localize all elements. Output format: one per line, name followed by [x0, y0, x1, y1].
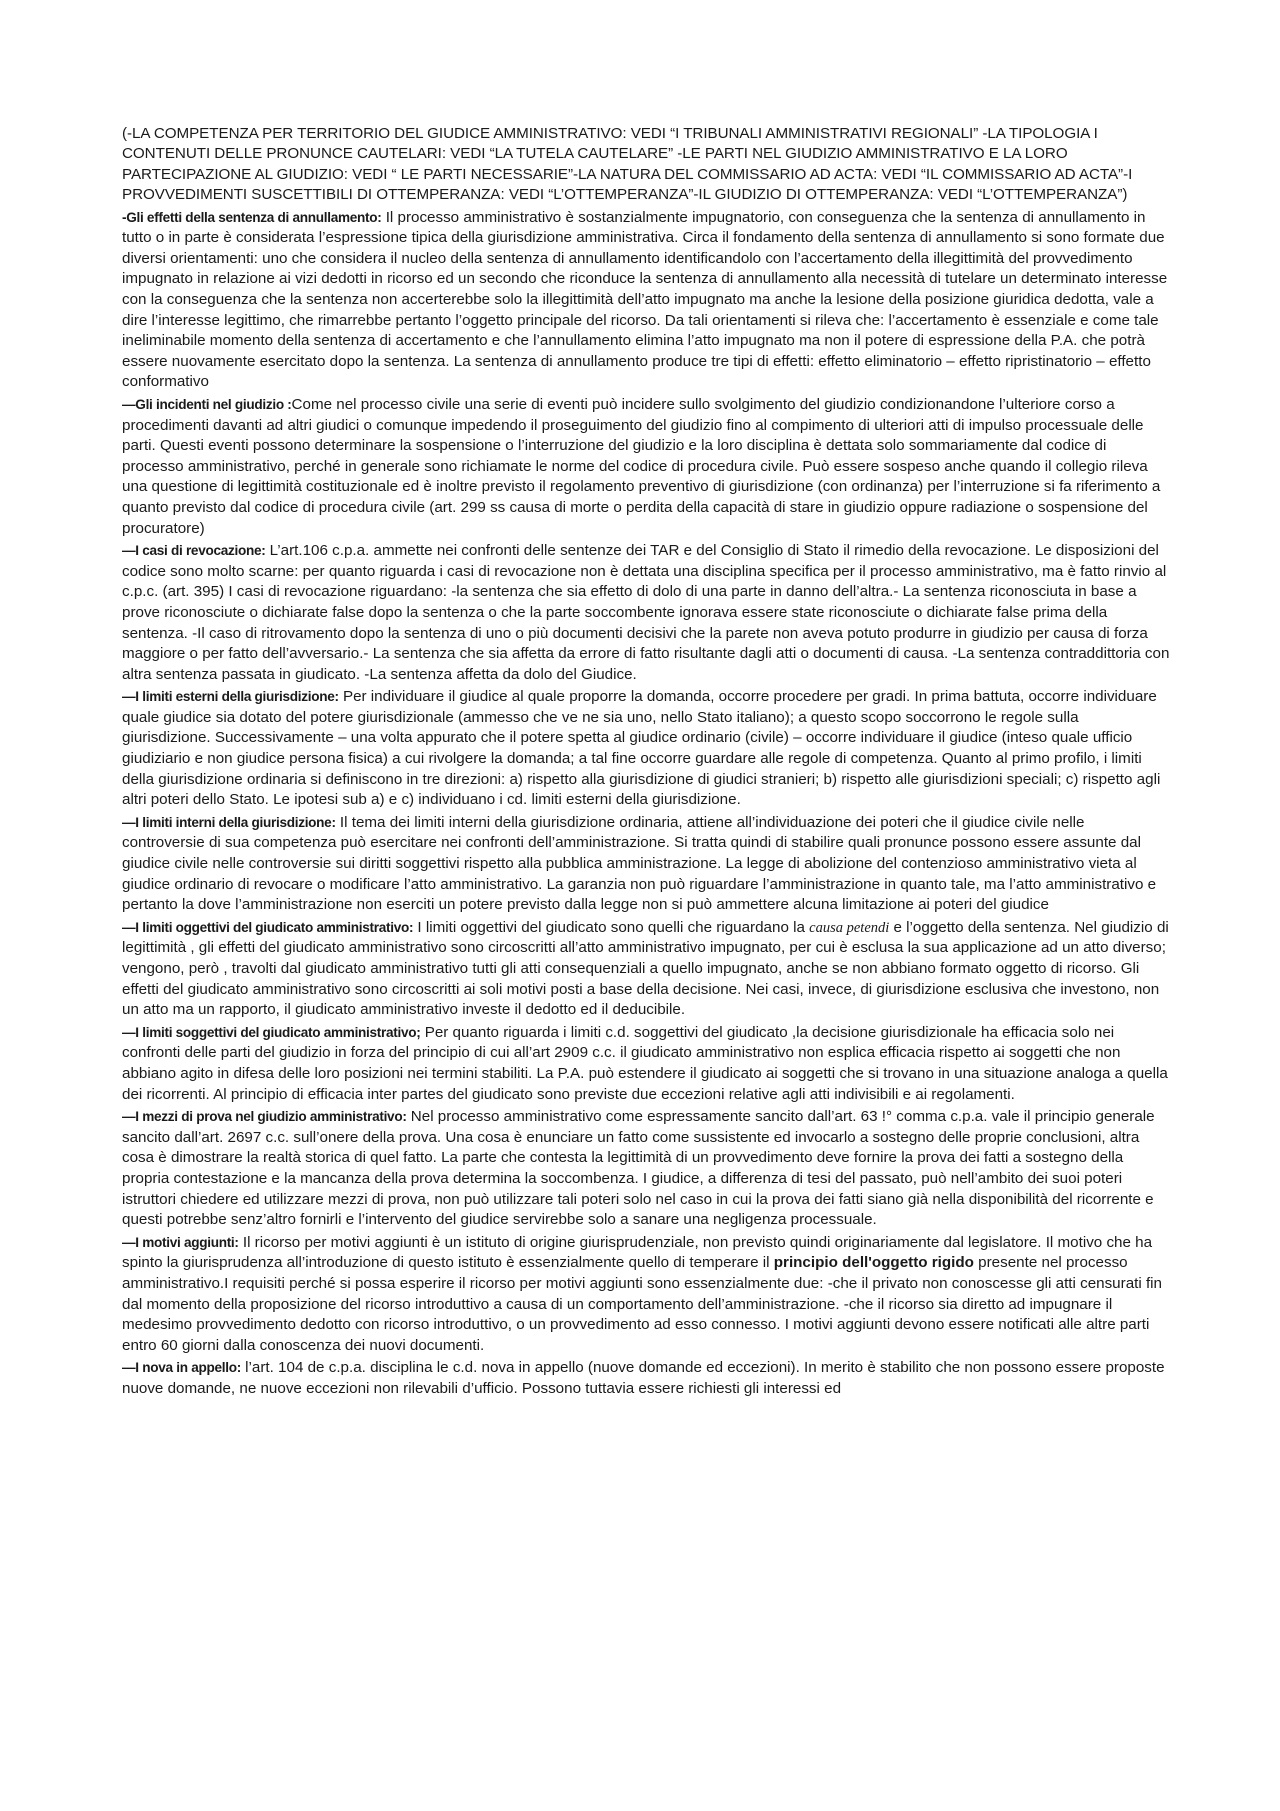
- section-heading: -Gli effetti della sentenza di annullamento:: [122, 209, 382, 225]
- section-heading: —I limiti esterni della giurisdizione:: [122, 689, 339, 705]
- section-revocazione: [122, 541, 1170, 685]
- section-heading: —I limiti soggettivi del giudicato amministrativo;: [122, 1024, 421, 1040]
- section-text: presente nel processo amministrativo.I requisiti perché si possa esperire il ricorso per motivi aggiunti sono essenzialmente due: -che il privato non conoscesse gli atti censurati fin dal momento della proposizione del ricorso introduttivo a causa di un comportamento dell’amministrazione. -che il ricorso sia diretto ad impugnare il medesimo provvedimento dedotto con ricorso introduttivo, o un provvedimento ad esso connesso. I motivi aggiunti devono essere notificati alle altre parti entro 60 giorni dalla conoscenza dei nuovi documenti.: [122, 1254, 1162, 1354]
- section-incidenti: [122, 395, 1170, 539]
- section-heading: —I casi di revocazione:: [122, 543, 266, 559]
- section-text-lead: Il ricorso per motivi aggiunti è un istituto di origine giurisprudenziale, non previsto quindi originariamente dal legislatore. Il motivo che ha spinto la giurisprudenza all’introduzione di questo istituto è essenzialmente quello di temperare il: [122, 1233, 1153, 1272]
- section-nova-appello: [122, 1358, 1170, 1399]
- section-limiti-interni: [122, 813, 1170, 916]
- section-limiti-soggettivi: [122, 1023, 1170, 1105]
- section-heading: —Gli incidenti nel giudizio :: [122, 396, 292, 412]
- section-text: Il tema dei limiti interni della giurisdizione ordinaria, attiene all’individuazione dei poteri che il giudice civile nelle controversie di sua competenza può esercitare nei confronti dell’amministrazione. Si tratta quindi di stabilire quali pronunce possono essere assunte dal giudice civile nelle controversie sui diritti soggettivi rispetto alla pubblica amministrazione. La legge di abolizione del contenzioso amministrativo vieta al giudice ordinario di revocare o modificare l’atto amministrativo. La garanzia non può riguardare l’amministrazione in quanto tale, ma l’atto amministrativo e pertanto la dove l’amministrazione non eserciti un potere previsto dalla legge non si può ammettere alcuna limitazione ai poteri del giudice: [122, 813, 1157, 914]
- section-heading: —I limiti oggettivi del giudicato amministrativo:: [122, 919, 414, 935]
- section-text: Per individuare il giudice al quale proporre la domanda, occorre procedere per gradi. In prima battuta, occorre individuare quale giudice sia dotato del potere giurisdizionale (ammesso che ve ne sia uno, nello Stato italiano); a questo scopo soccorrono le regole sulla giurisdizione. Successivamente – una volta appurato che il potere spetta al giudice ordinario (civile) – occorre individuare il giudice (inteso quale ufficio giudiziario e non giudice persona fisica) a cui rivolgere la domanda; a tal fine occorre guardare alle regole di competenza. Quanto al primo profilo, i limiti della giurisdizione ordinaria si definiscono in tre direzioni: a) rispetto alla giurisdizione di giudici stranieri; b) rispetto alle giurisdizioni speciali; c) rispetto agli altri poteri dello Stato. Le ipotesi sub a) e c) individuano i cd. limiti esterni della giurisdizione.: [122, 688, 1161, 809]
- section-bold-term: principio dell'oggetto rigido: [773, 1254, 974, 1272]
- section-text: L’art.106 c.p.a. ammette nei confronti delle sentenze dei TAR e del Consiglio di Stato il rimedio della revocazione. Le disposizioni del codice sono molto scarne: per quanto riguarda i casi di revocazione non è dettata una disciplina specifica per il processo amministrativo, ma è fatto rinvio al c.p.c. (art. 395) I casi di revocazione riguardano: -la sentenza che sia effetto di dolo di una parte in danno dell’altra.- La sentenza riconosciuta in base a prove riconosciute o dichiarate false dopo la sentenza o che la parte soccombente ignorava essere state riconosciute o dichiarate false prima della sentenza. -Il caso di ritrovamento dopo la sentenza di uno o più documenti decisivi che la parete non aveva potuto produrre in giudizio per causa di forza maggiore o per fatto dell’avversario.- La sentenza che sia affetta da errore di fatto risultante dagli atti o documenti di causa. -La sentenza contraddittoria con altra sentenza passata in giudicato. -La sentenza affetta da dolo del Giudice.: [122, 542, 1170, 683]
- section-text: Per quanto riguarda i limiti c.d. soggettivi del giudicato ,la decisione giurisdizionale ha efficacia solo nei confronti delle parti del giudizio in forza del principio di cui all’art 2909 c.c. il giudicato amministrativo non esplica efficacia rispetto ai soggetti che non abbiano agito in difesa delle loro posizioni nei termini stabiliti. La P.A. può estendere il giudicato ai soggetti che si trovano in una situazione analoga a quella dei ricorrenti. Al principio di efficacia inter partes del giudicato sono previste due eccezioni relative agli atti indivisibili e ai regolamenti.: [122, 1023, 1168, 1103]
- section-text-lead: I limiti oggettivi del giudicato sono quelli che riguardano la: [413, 918, 810, 936]
- section-text: Nel processo amministrativo come espressamente sancito dall’art. 63 !° comma c.p.a. vale il principio generale sancito dall’art. 2697 c.c. sull’onere della prova. Una cosa è enunciare un fatto come sussistente ed invocarlo a sostegno delle proprie conclusioni, altra cosa è dimostrare la realtà storica di quel fatto. La parte che contesta la legittimità di un provvedimento deve fornire la prova dei fatti a sostegno della propria contestazione e la mancanza della prova determina la soccombenza. I giudice, a differenza di tesi del passato, può nell’ambito dei suoi poteri istruttori chiedere ed utilizzare mezzi di prova, non può utilizzare tali poteri solo nel caso in cui la prova dei fatti siano già nella disponibilità del ricorrente e questi potrebbe senz’altro fornirli e l’intervento del giudice servirebbe solo a sanare una negligenza processuale.: [122, 1108, 1155, 1229]
- section-text: Come nel processo civile una serie di eventi può incidere sullo svolgimento del giudizio condizionandone l’ulteriore corso a procedimenti davanti ad altri giudici o comunque impedendo il proseguimento del giudizio fino al compimento di ulteriori atti di impulso processuale delle parti. Questi eventi possono determinare la sospensione o l’interruzione del giudizio e la loro disciplina è dettata solo sommariamente dal codice di processo amministrativo, perché in generale sono richiamate le norme del codice di procedura civile. Può essere sospeso anche quando il collegio rileva una questione di legittimità costituzionale ed è inoltre previsto il regolamento preventivo di giurisdizione (con ordinanza) per l’interruzione si fa riferimento a quanto previsto dal codice di procedura civile (art. 299 ss causa di morte o perdita della capacità di stare in giudizio oppure radiazione o sospensione del procuratore): [122, 395, 1161, 537]
- section-motivi-aggiunti: [122, 1233, 1170, 1357]
- section-limiti-esterni: [122, 687, 1170, 811]
- section-heading: —I nova in appello:: [122, 1360, 241, 1376]
- section-text: l’art. 104 de c.p.a. disciplina le c.d. nova in appello (nuove domande ed eccezioni). In merito è stabilito che non possono essere proposte nuove domande, ne nuove eccezioni non rilevabili d’ufficio. Possono tuttavia essere richiesti gli interessi ed: [122, 1359, 1165, 1397]
- section-heading: —I limiti interni della giurisdizione:: [122, 814, 336, 830]
- intro-paragraph: (-LA COMPETENZA PER TERRITORIO DEL GIUDICE AMMINISTRATIVO: VEDI “I TRIBUNALI AMMINISTRATIVI REGIONALI” -LA TIPOLOGIA I CONTENUTI DELLE PRONUNCE CAUTELARI: VEDI “LA TUTELA CAUTELARE” -LE PARTI NEL GIUDIZIO AMMINISTRATIVO E LA LORO PARTECIPAZIONE AL GIUDIZIO: VEDI “ LE PARTI NECESSARIE”-LA NATURA DEL COMMISSARIO AD ACTA: VEDI “IL COMMISSARIO AD ACTA”-I PROVVEDIMENTI SUSCETTIBILI DI OTTEMPERANZA: VEDI “L’OTTEMPERANZA”-IL GIUDIZIO DI OTTEMPERANZA: VEDI “L’OTTEMPERANZA”): [122, 125, 1133, 204]
- section-effetti-sentenza: [122, 208, 1170, 393]
- section-heading: —I motivi aggiunti:: [122, 1234, 239, 1250]
- section-text: e l’oggetto della sentenza. Nel giudizio di legittimità , gli effetti del giudicato amministrativo sono circoscritti all’atto amministrativo impugnato, per cui è esclusa la sua applicazione ad un atto diverso; vengono, però , travolti dal giudicato amministrativo tutti gli atti consequenziali a quello impugnato, anche se non abbiano formato oggetto di ricorso. Gli effetti del giudicato amministrativo sono circoscritti ai soli motivi posti a base della decisione. Nei casi, invece, di giurisdizione esclusiva che investono, non un atto ma un rapporto, il giudicato amministrativo investe il dedotto ed il deducibile.: [122, 918, 1169, 1019]
- section-text: Il processo amministrativo è sostanzialmente impugnatorio, con conseguenza che la sentenza di annullamento in tutto o in parte è considerata l’espressione tipica della giurisdizione amministrativa. Circa il fondamento della sentenza di annullamento si sono formate due diversi orientamenti: uno che considera il nucleo della sentenza di annullamento identificandolo con l’accertamento della illegittimità del provvedimento impugnato in relazione ai vizi dedotti in ricorso ed un secondo che riconduce la sentenza di annullamento alla necessità di tutelare un determinato interesse con la conseguenza che la sentenza non accerterebbe solo la illegittimità dell’atto impugnato ma anche la lesione della posizione giuridica dedotta, vale a dire l’interesse legittimo, che rimarrebbe pertanto l’oggetto principale del ricorso. Da tali orientamenti si rileva che: l’accertamento è essenziale e come tale ineliminabile momento della sentenza di accertamento e che l’annullamento elimina l’atto impugnato ma non il potere di espressione della P.A. che potrà essere nuovamente esercitato dopo la sentenza. La sentenza di annullamento produce tre tipi di effetti: effetto eliminatorio – effetto ripristinatorio – effetto conformativo: [122, 208, 1168, 391]
- section-italic-term: causa petendi: [809, 919, 890, 936]
- section-mezzi-prova: [122, 1107, 1170, 1231]
- section-heading: —I mezzi di prova nel giudizio amministrativo:: [122, 1109, 407, 1125]
- section-limiti-oggettivi: [122, 918, 1170, 1021]
